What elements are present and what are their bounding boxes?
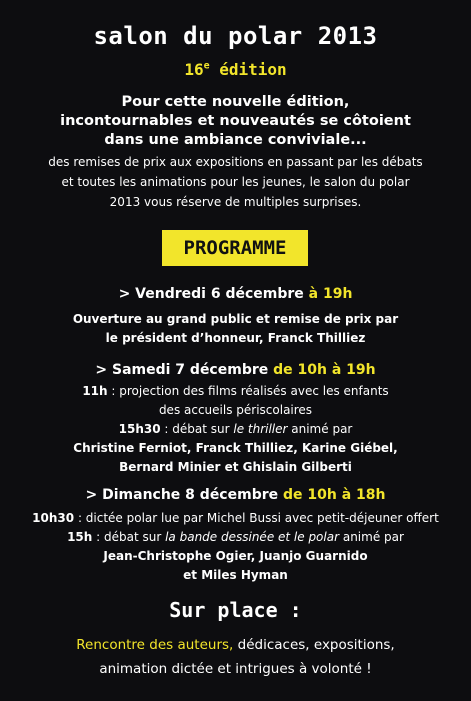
intro-text xyxy=(0,93,471,150)
saturday-item-text: animé par xyxy=(287,422,353,436)
friday-day: > Vendredi 6 décembre xyxy=(118,286,309,302)
intro-line: Pour cette nouvelle édition, xyxy=(121,94,350,110)
sunday-guests: et Miles Hyman xyxy=(183,568,288,582)
description-line: et toutes les animations pour les jeunes, le salon du polar xyxy=(61,175,410,189)
saturday-item-time: 11h xyxy=(82,384,108,398)
sunday-item-time: 10h30 xyxy=(32,511,75,525)
sunday-day: > Dimanche 8 décembre xyxy=(85,487,283,503)
sunday-item-text: : débat sur xyxy=(92,530,166,544)
sunday-item-text: : dictée polar lue par Michel Bussi avec petit-déjeuner offert xyxy=(74,511,439,525)
programme-banner: PROGRAMME xyxy=(162,230,308,266)
sunday-item xyxy=(0,509,471,528)
sunday-guests: Jean-Christophe Ogier, Juanjo Guarnido xyxy=(103,549,368,563)
page-title: salon du polar 2013 xyxy=(93,22,378,50)
edition-label xyxy=(0,60,471,79)
saturday-time: de 10h à 19h xyxy=(273,362,376,378)
sunday-heading xyxy=(0,485,471,505)
saturday-item-text: : projection des films réalisés avec les enfants xyxy=(107,384,389,398)
on-site-line xyxy=(0,633,471,657)
description-line: 2013 vous réserve de multiples surprises. xyxy=(109,195,362,209)
friday-heading xyxy=(0,284,471,304)
description-text xyxy=(0,152,471,212)
friday-time: à 19h xyxy=(308,286,353,302)
saturday-section xyxy=(0,360,471,477)
edition-word: édition xyxy=(209,60,287,79)
intro-line: incontournables et nouveautés se côtoient xyxy=(60,113,411,129)
sunday-item xyxy=(0,528,471,547)
intro-line: dans une ambiance conviviale... xyxy=(104,132,367,148)
saturday-day: > Samedi 7 décembre xyxy=(95,362,274,378)
friday-section xyxy=(0,284,471,348)
sunday-debate-topic: la bande dessinée et le polar xyxy=(165,530,340,544)
saturday-item-time: 15h30 xyxy=(118,422,161,436)
on-site-highlight: Rencontre des auteurs, xyxy=(76,637,234,653)
sunday-item-time: 15h xyxy=(67,530,93,544)
sunday-item-text: animé par xyxy=(339,530,404,544)
saturday-guests: Christine Ferniot, Franck Thilliez, Karine Giébel, xyxy=(73,441,398,455)
on-site-text xyxy=(0,633,471,681)
saturday-debate-topic: le thriller xyxy=(233,422,288,436)
on-site-line: animation dictée et intrigues à volonté ! xyxy=(99,661,372,677)
saturday-item-text: : débat sur xyxy=(160,422,234,436)
on-site-rest: dédicaces, expositions, xyxy=(233,637,395,653)
description-line: des remises de prix aux expositions en passant par les débats xyxy=(48,155,423,169)
friday-line: le président d’honneur, Franck Thilliez xyxy=(105,331,366,345)
saturday-guests: Bernard Minier et Ghislain Gilberti xyxy=(119,460,352,474)
on-site-heading: Sur place : xyxy=(169,598,302,622)
saturday-heading xyxy=(0,360,471,380)
saturday-item xyxy=(0,382,471,401)
sunday-section xyxy=(0,485,471,585)
saturday-item xyxy=(0,420,471,439)
friday-line: Ouverture au grand public et remise de prix par xyxy=(72,312,399,326)
saturday-item-continued: des accueils périscolaires xyxy=(158,403,313,417)
edition-suffix: e xyxy=(203,60,210,72)
edition-number: 16 xyxy=(184,60,204,79)
sunday-time: de 10h à 18h xyxy=(283,487,386,503)
